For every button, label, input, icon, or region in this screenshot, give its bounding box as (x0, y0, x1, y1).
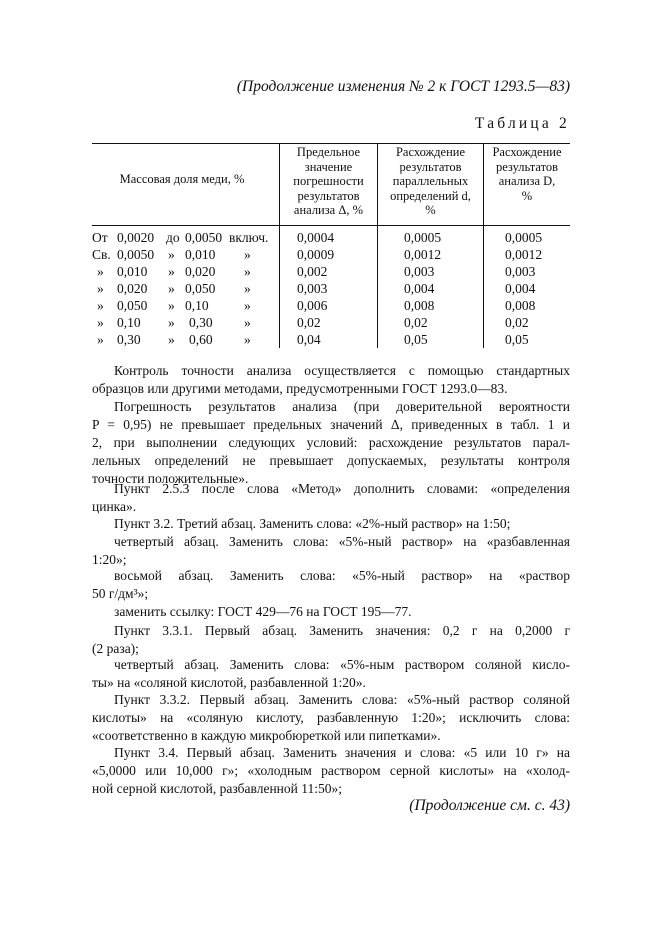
text-line: ной серной кислотой, разбавленной 11:50»; (92, 781, 342, 796)
text-line: (2 раза); (92, 641, 139, 656)
table-row (0, 332, 661, 348)
paragraph (92, 744, 570, 798)
text-line: точности положительные». (92, 471, 249, 486)
cell-analysis: 0,008 (505, 298, 536, 313)
text-line: Пункт 2.5.3 после слова «Метод» дополнить словами: «определения (114, 481, 570, 496)
row-suffix: » (244, 281, 251, 296)
cell-limit: 0,006 (297, 298, 328, 313)
column-header-limit (280, 145, 377, 218)
header-line: параллельных (392, 174, 469, 188)
row-prefix: » (97, 332, 104, 347)
row-mid: до (166, 230, 180, 245)
text-line: «соответственно в каждую микробюреткой или пипетками». (92, 728, 441, 743)
row-to: 0,050 (185, 281, 216, 296)
table-label: Таблица 2 (474, 115, 570, 132)
row-to: 0,0050 (185, 230, 223, 245)
paragraph (92, 398, 570, 488)
table-header-rule (92, 225, 570, 226)
cell-analysis: 0,004 (505, 281, 536, 296)
paragraph (92, 515, 570, 533)
header-line: анализа Δ, % (293, 203, 364, 217)
header-line: результатов (297, 188, 360, 203)
text-line: ты» на «соляной кислотой, разбавленной 1:20». (92, 675, 366, 690)
header-line: значение (304, 159, 353, 174)
text-line: заменить ссылку: ГОСТ 429—76 на ГОСТ 195—77. (114, 604, 412, 619)
row-prefix: » (97, 315, 104, 330)
table-row (0, 315, 661, 331)
row-to: 0,60 (189, 332, 213, 347)
row-to: 0,30 (189, 315, 213, 330)
text-line: восьмой абзац. Заменить слова: «5%-ный раствор» на «раствор (114, 568, 570, 583)
row-to: 0,10 (185, 298, 209, 313)
header-line: определений d, (390, 188, 471, 203)
paragraph (92, 603, 570, 621)
cell-parallel: 0,004 (404, 281, 435, 296)
row-prefix: » (97, 281, 104, 296)
header-line: результатов (399, 159, 462, 174)
row-mid: » (168, 247, 175, 262)
row-to: 0,010 (185, 247, 216, 262)
row-suffix: » (244, 315, 251, 330)
page-footer: (Продолжение см. с. 43) (409, 797, 570, 814)
text-line: 2, при выполнении следующих условий: расхождение результатов парал- (92, 435, 570, 450)
header-line: % (425, 203, 436, 217)
cell-limit: 0,0004 (297, 230, 335, 245)
row-from: 0,050 (117, 298, 148, 313)
column-header-parallel (378, 145, 483, 218)
text-line: Погрешность результатов анализа (при доверительной вероятности (114, 399, 570, 414)
paragraph (92, 362, 570, 398)
cell-analysis: 0,0012 (505, 247, 543, 262)
row-mid: » (168, 332, 175, 347)
cell-parallel: 0,02 (404, 315, 428, 330)
paragraph (92, 691, 570, 745)
row-from: 0,0020 (117, 230, 155, 245)
row-suffix: » (244, 264, 251, 279)
text-line: образцов или другими методами, предусмотренными ГОСТ 1293.0—83. (92, 381, 508, 396)
paragraph (92, 480, 570, 516)
header-line: погрешности (293, 174, 364, 188)
table-row (0, 264, 661, 280)
row-suffix: включ. (229, 230, 269, 245)
row-from: 0,020 (117, 281, 148, 296)
text-line: Контроль точности анализа осуществляется с помощью стандартных (114, 363, 570, 378)
table-top-rule (92, 143, 570, 144)
text-line: четвертый абзац. Заменить слова: «5%-ным раствором соляной кисло- (114, 657, 570, 672)
text-line: Пункт 3.3.1. Первый абзац. Заменить значения: 0,2 г на 0,2000 г (114, 623, 570, 638)
row-from: 0,10 (117, 315, 141, 330)
cell-limit: 0,0009 (297, 247, 335, 262)
header-line: Расхождение (395, 145, 466, 159)
cell-parallel: 0,05 (404, 332, 428, 347)
cell-limit: 0,04 (297, 332, 321, 347)
text-line: 50 г/дм³»; (92, 586, 149, 601)
text-line: «5,0000 или 10,000 г»; «холодным раствором серной кислоты» на «холод- (92, 763, 570, 778)
row-suffix: » (244, 332, 251, 347)
row-mid: » (168, 315, 175, 330)
paragraph (92, 533, 570, 569)
row-mid: » (168, 298, 175, 313)
header-line: % (521, 188, 533, 203)
cell-parallel: 0,0005 (404, 230, 442, 245)
row-from: 0,010 (117, 264, 148, 279)
table-row (0, 247, 661, 263)
row-prefix: » (97, 298, 104, 313)
table-row (0, 230, 661, 246)
cell-parallel: 0,003 (404, 264, 435, 279)
table-row (0, 281, 661, 297)
row-mid: » (168, 281, 175, 296)
text-line: Пункт 3.2. Третий абзац. Заменить слова: «2%-ный раствор» на 1:50; (114, 516, 511, 531)
text-line: P = 0,95) не превышает предельных значений Δ, приведенных в табл. 1 и (92, 417, 570, 432)
row-prefix: От (92, 230, 108, 245)
text-line: Пункт 3.4. Первый абзац. Заменить значения и слова: «5 или 10 г» на (114, 745, 570, 760)
row-prefix: » (97, 264, 104, 279)
paragraph (92, 656, 570, 692)
cell-limit: 0,003 (297, 281, 328, 296)
paragraph (92, 567, 570, 603)
cell-limit: 0,002 (297, 264, 328, 279)
cell-parallel: 0,008 (404, 298, 435, 313)
row-prefix: Св. (92, 247, 111, 262)
paragraph (92, 622, 570, 658)
cell-limit: 0,02 (297, 315, 321, 330)
text-line: Пункт 3.3.2. Первый абзац. Заменить слова: «5%-ный раствор соляной (114, 692, 570, 707)
column-header-analysis (484, 145, 570, 203)
row-from: 0,0050 (117, 247, 155, 262)
text-line: лельных определений не превышает допускаемых, результаты контроля (92, 453, 570, 468)
header-line: результатов (495, 159, 559, 174)
cell-analysis: 0,0005 (505, 230, 543, 245)
row-suffix: » (244, 298, 251, 313)
text-line: кислоты» на «соляную кислоту, разбавленную 1:20»; исключить слова: (92, 710, 570, 725)
cell-analysis: 0,003 (505, 264, 536, 279)
table-row (0, 298, 661, 314)
row-mid: » (168, 264, 175, 279)
header-line: анализа D, (498, 174, 556, 188)
row-to: 0,020 (185, 264, 216, 279)
cell-analysis: 0,02 (505, 315, 529, 330)
text-line: четвертый абзац. Заменить слова: «5%-ный раствор» на «разбавленная (114, 534, 570, 549)
row-from: 0,30 (117, 332, 141, 347)
header-line: Расхождение (492, 145, 562, 159)
text-line: 1:20»; (92, 552, 127, 567)
header-line: Предельное (296, 145, 361, 159)
column-header-mass: Массовая доля меди, % (119, 172, 245, 186)
row-suffix: » (244, 247, 251, 262)
page-header: (Продолжение изменения № 2 к ГОСТ 1293.5—83) (236, 78, 570, 95)
cell-analysis: 0,05 (505, 332, 529, 347)
cell-parallel: 0,0012 (404, 247, 442, 262)
text-line: цинка». (92, 499, 137, 514)
